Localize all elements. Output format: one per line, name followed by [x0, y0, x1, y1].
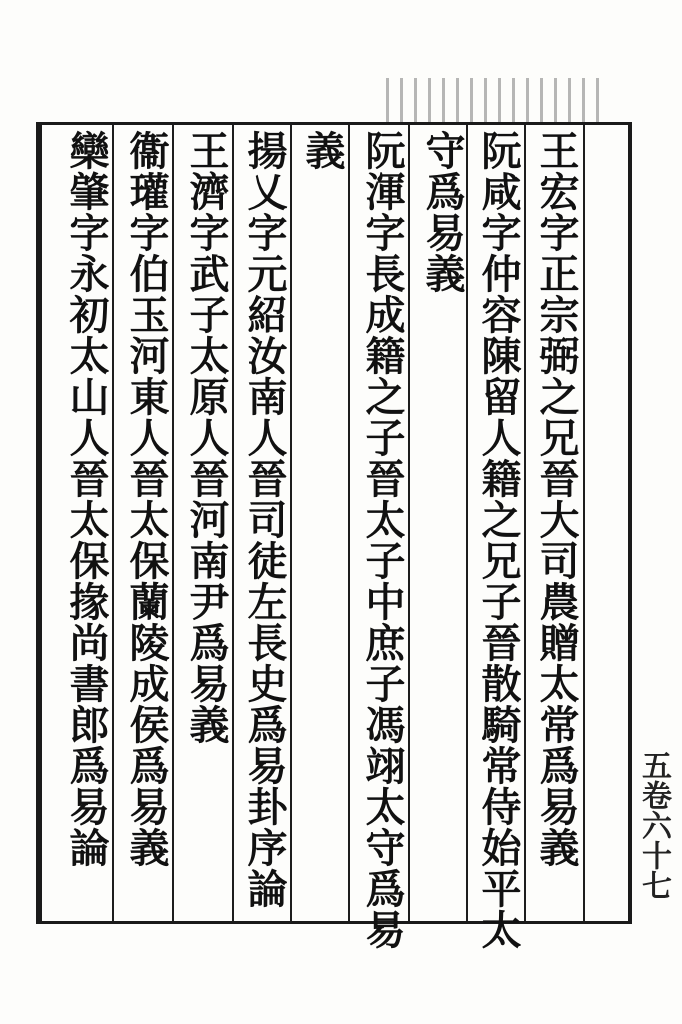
text-column-6: 揚乂字元紹汝南人晉司徒左長史爲易卦序論	[241, 130, 288, 909]
text-column-9: 欒肇字永初太山人晉太保掾尚書郎爲易論	[63, 130, 110, 868]
column-rule	[408, 125, 410, 921]
column-rule	[290, 125, 292, 921]
text-column-8: 衞瓘字伯玉河東人晉太保蘭陵成侯爲易義	[123, 130, 170, 868]
text-column-5: 義	[299, 130, 346, 171]
column-rule	[583, 125, 585, 921]
text-column-7: 王濟字武子太原人晉河南尹爲易義	[183, 130, 230, 745]
column-rule	[466, 125, 468, 921]
column-rule	[524, 125, 526, 921]
column-rule	[112, 125, 114, 921]
column-rule	[348, 125, 350, 921]
text-column-3: 守爲易義	[419, 130, 466, 294]
margin-page-label: 五卷六十七	[636, 750, 671, 900]
column-rule	[232, 125, 234, 921]
text-column-2: 阮咸字仲容陳留人籍之兄子晉散騎常侍始平太	[475, 130, 522, 950]
text-column-1: 王宏字正宗弼之兄晉大司農贈太常爲易義	[533, 130, 580, 868]
text-column-4: 阮渾字長成籍之子晉太子中庶子馮翊太守爲易	[359, 130, 406, 950]
bleed-through-marks	[380, 78, 610, 122]
column-rule	[172, 125, 174, 921]
